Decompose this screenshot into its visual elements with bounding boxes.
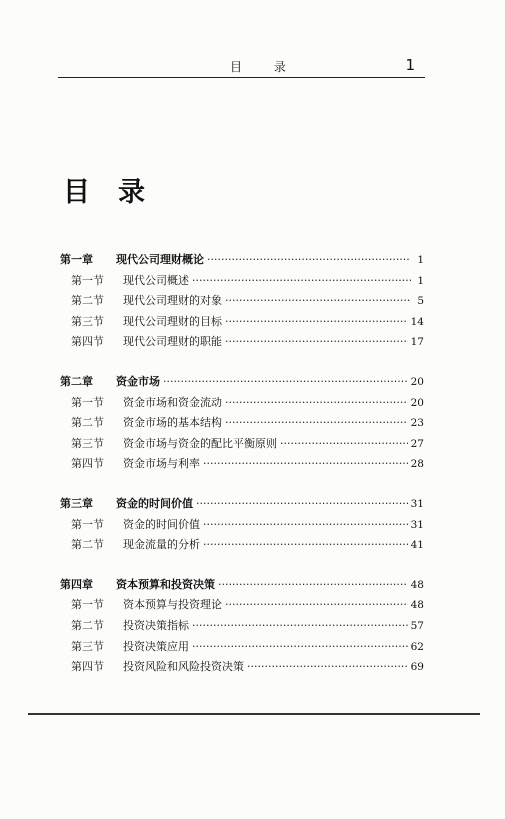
leader-dots bbox=[225, 335, 408, 348]
section-page: 41 bbox=[410, 539, 424, 552]
section-page: 1 bbox=[417, 274, 424, 287]
section-title: 资金的时间价值 bbox=[123, 517, 200, 531]
section-title: 资金市场和资金流动 bbox=[123, 395, 222, 409]
page-number: 1 bbox=[405, 56, 415, 74]
header-rule bbox=[58, 77, 425, 78]
leader-dots bbox=[225, 294, 411, 307]
section-page: 17 bbox=[410, 336, 424, 349]
header-title: 目 录 bbox=[230, 60, 300, 74]
section-label: 第四节 bbox=[71, 335, 104, 349]
leader-dots bbox=[218, 578, 408, 591]
section-title: 现代公司理财的对象 bbox=[123, 294, 222, 308]
section-entry bbox=[60, 516, 424, 537]
running-header bbox=[60, 58, 423, 76]
section-title: 资金市场的基本结构 bbox=[123, 416, 222, 430]
section-title: 现金流量的分析 bbox=[123, 538, 200, 552]
section-label: 第二节 bbox=[71, 294, 104, 308]
page-title: 目录 bbox=[63, 177, 173, 208]
chapter-1 bbox=[60, 251, 424, 354]
chapter-3 bbox=[60, 495, 424, 557]
section-label: 第一节 bbox=[71, 598, 104, 612]
spacer bbox=[60, 557, 424, 576]
section-label: 第三节 bbox=[71, 314, 104, 328]
section-entry bbox=[60, 455, 424, 476]
section-title: 投资风险和风险投资决策 bbox=[123, 660, 244, 674]
chapter-label: 第四章 bbox=[60, 577, 93, 591]
section-page: 5 bbox=[417, 295, 424, 308]
leader-dots bbox=[225, 396, 408, 409]
chapter-title: 资金的时间价值 bbox=[116, 496, 193, 510]
section-entry bbox=[60, 394, 424, 415]
leader-dots bbox=[247, 660, 408, 673]
bottom-rule bbox=[28, 713, 480, 715]
section-page: 69 bbox=[410, 661, 424, 674]
section-page: 48 bbox=[410, 599, 424, 612]
chapter-entry bbox=[60, 576, 424, 597]
section-title: 投资决策指标 bbox=[123, 618, 189, 632]
section-page: 23 bbox=[410, 417, 424, 430]
section-entry bbox=[60, 272, 424, 293]
section-label: 第二节 bbox=[71, 538, 104, 552]
chapter-4 bbox=[60, 576, 424, 679]
section-entry bbox=[60, 596, 424, 617]
chapter-page: 20 bbox=[410, 375, 424, 388]
chapter-2 bbox=[60, 373, 424, 476]
section-label: 第三节 bbox=[71, 436, 104, 450]
section-title: 现代公司理财的职能 bbox=[123, 335, 222, 349]
section-entry bbox=[60, 333, 424, 354]
section-title: 现代公司概述 bbox=[123, 273, 189, 287]
section-label: 第四节 bbox=[71, 660, 104, 674]
leader-dots bbox=[207, 253, 411, 266]
chapter-title: 现代公司理财概论 bbox=[116, 253, 204, 266]
section-entry bbox=[60, 536, 424, 557]
leader-dots bbox=[192, 619, 408, 632]
leader-dots bbox=[203, 457, 408, 470]
spacer bbox=[60, 354, 424, 373]
section-page: 27 bbox=[410, 437, 424, 450]
leader-dots bbox=[203, 518, 408, 531]
section-page: 20 bbox=[410, 396, 424, 409]
section-label: 第二节 bbox=[71, 416, 104, 430]
section-entry bbox=[60, 617, 424, 638]
section-title: 资本预算与投资理论 bbox=[123, 598, 222, 612]
chapter-label: 第一章 bbox=[60, 253, 93, 266]
section-entry bbox=[60, 658, 424, 679]
chapter-page: 31 bbox=[410, 497, 424, 510]
section-page: 57 bbox=[410, 619, 424, 632]
section-label: 第三节 bbox=[71, 639, 104, 653]
section-label: 第一节 bbox=[71, 395, 104, 409]
chapter-label: 第三章 bbox=[60, 496, 93, 510]
section-label: 第二节 bbox=[71, 618, 104, 632]
section-title: 资金市场与资金的配比平衡原则 bbox=[123, 436, 277, 450]
leader-dots bbox=[225, 598, 408, 611]
chapter-page: 1 bbox=[417, 254, 424, 266]
section-label: 第四节 bbox=[71, 457, 104, 471]
chapter-label: 第二章 bbox=[60, 374, 93, 388]
section-label: 第一节 bbox=[71, 517, 104, 531]
chapter-page: 48 bbox=[410, 578, 424, 591]
leader-dots bbox=[225, 416, 408, 429]
section-title: 资金市场与利率 bbox=[123, 457, 200, 471]
leader-dots bbox=[192, 640, 408, 653]
section-page: 28 bbox=[410, 458, 424, 471]
section-page: 31 bbox=[410, 518, 424, 531]
section-page: 14 bbox=[410, 315, 424, 328]
spacer bbox=[60, 476, 424, 495]
section-entry bbox=[60, 638, 424, 659]
chapter-title: 资金市场 bbox=[116, 374, 160, 388]
section-entry bbox=[60, 414, 424, 435]
leader-dots bbox=[192, 274, 411, 287]
leader-dots bbox=[225, 315, 408, 328]
leader-dots bbox=[196, 497, 408, 510]
section-label: 第一节 bbox=[71, 273, 104, 287]
leader-dots bbox=[203, 538, 408, 551]
chapter-entry bbox=[60, 495, 424, 516]
section-entry bbox=[60, 435, 424, 456]
section-title: 现代公司理财的目标 bbox=[123, 314, 222, 328]
section-entry bbox=[60, 292, 424, 313]
section-entry bbox=[60, 313, 424, 334]
leader-dots bbox=[163, 375, 408, 388]
chapter-entry bbox=[60, 373, 424, 394]
section-title: 投资决策应用 bbox=[123, 639, 189, 653]
chapter-entry bbox=[60, 251, 424, 272]
chapter-title: 资本预算和投资决策 bbox=[116, 577, 215, 591]
section-page: 62 bbox=[410, 640, 424, 653]
table-of-contents bbox=[60, 251, 424, 679]
leader-dots bbox=[280, 437, 408, 450]
